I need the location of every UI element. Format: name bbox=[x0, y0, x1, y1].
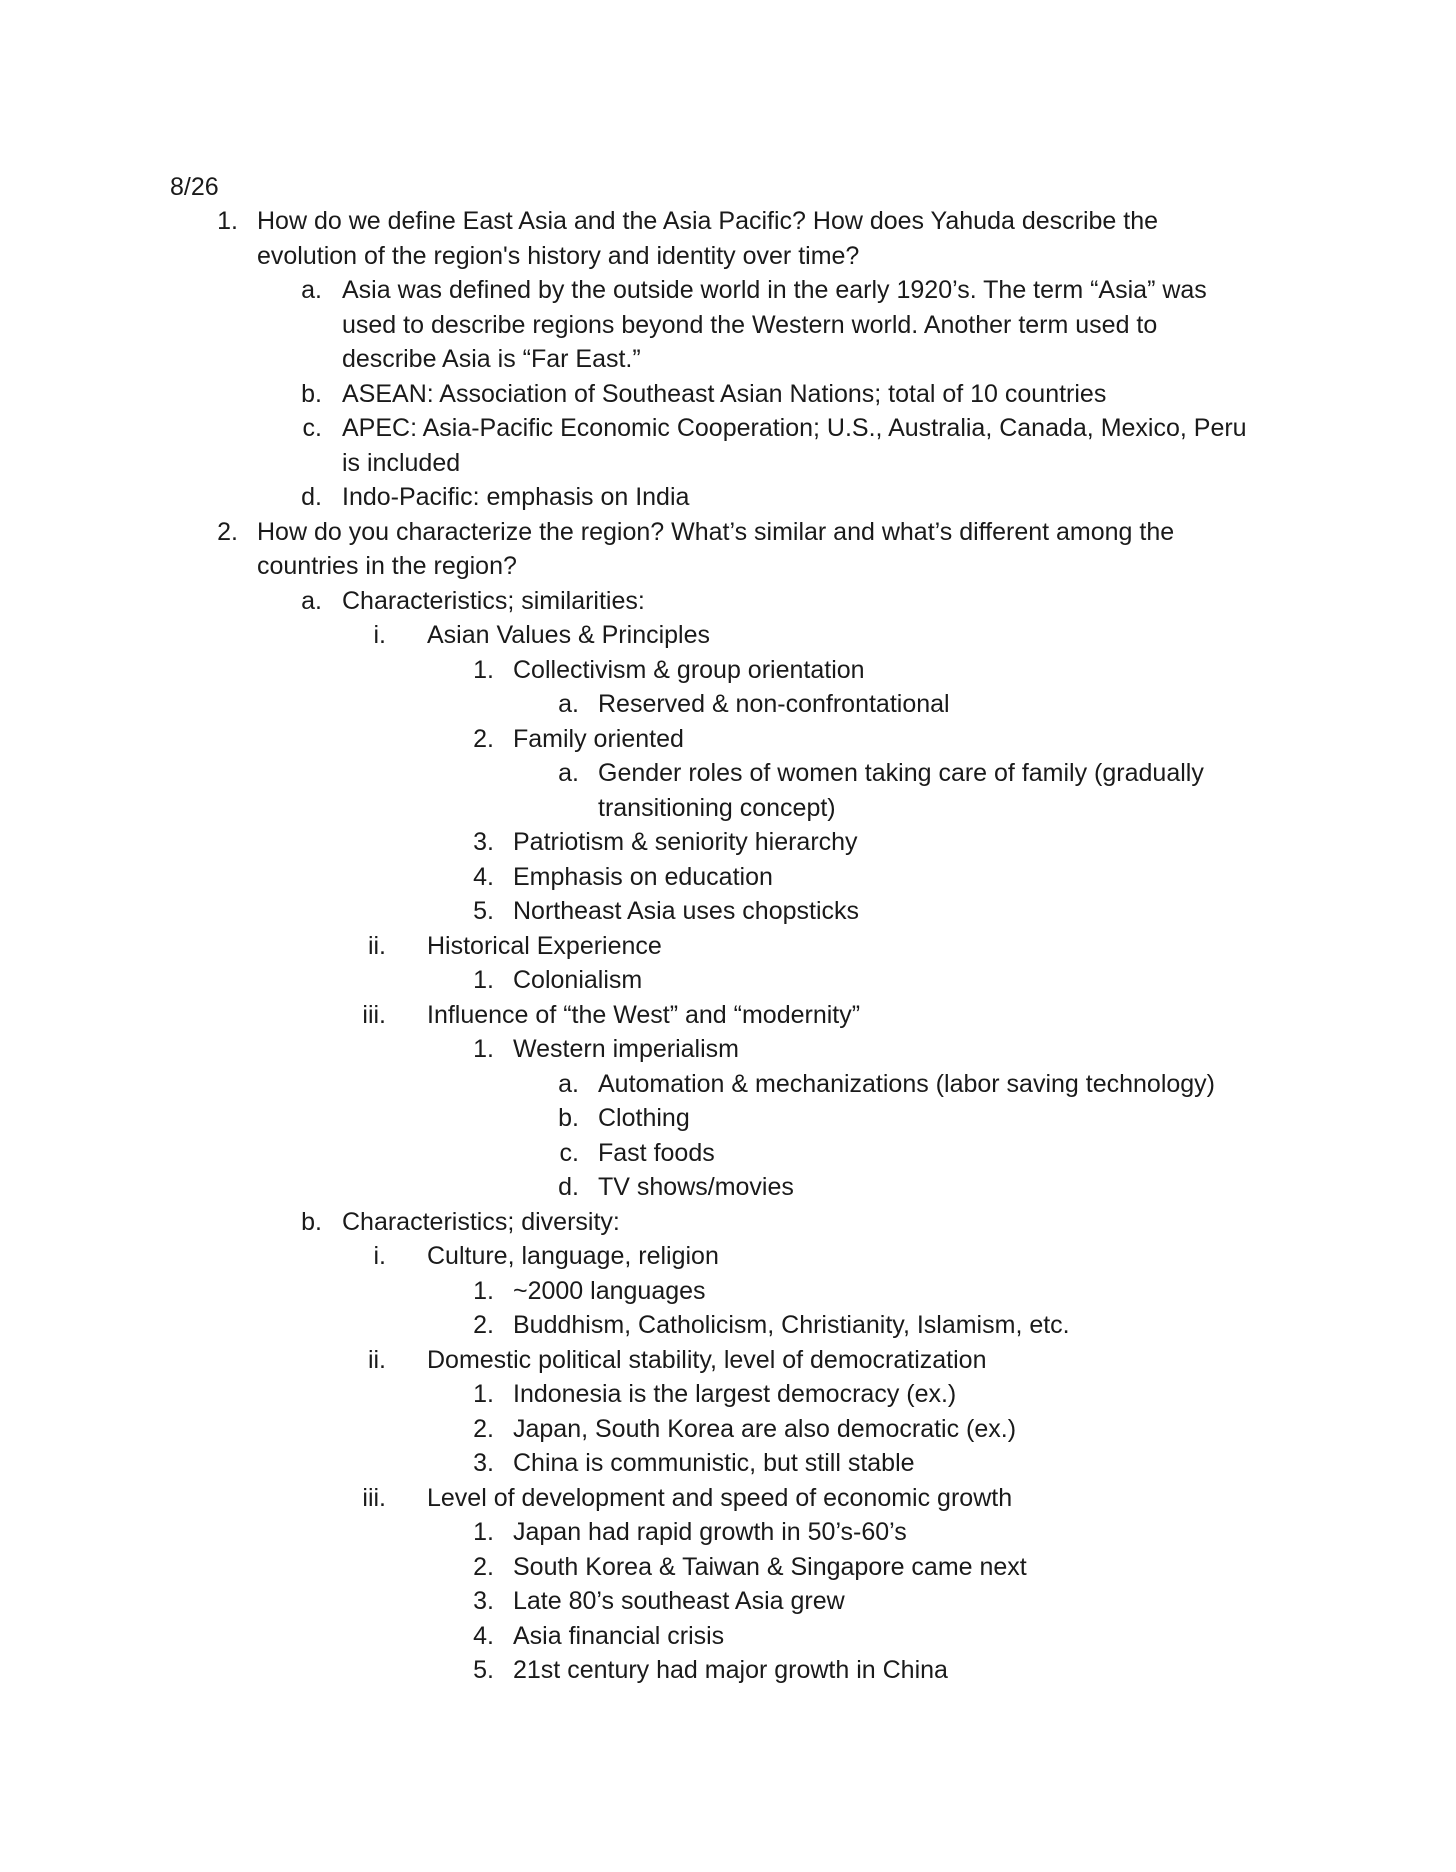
outline-text: Indonesia is the largest democracy (ex.) bbox=[513, 1380, 957, 1408]
outline-marker: d. bbox=[301, 483, 322, 511]
outline-text: Asian Values & Principles bbox=[427, 621, 711, 649]
outline-text: Culture, language, religion bbox=[427, 1242, 719, 1270]
outline-marker: b. bbox=[301, 379, 322, 408]
outline-marker: c. bbox=[559, 1138, 579, 1167]
outline-marker: iii. bbox=[362, 1000, 386, 1029]
outline-marker: 1. bbox=[473, 1276, 494, 1305]
outline-text: Domestic political stability, level of democratization bbox=[427, 1345, 987, 1374]
outline-marker: iii. bbox=[362, 1483, 386, 1512]
outline-item-level-2 bbox=[0, 273, 1456, 377]
outline-item-level-4 bbox=[0, 825, 1456, 860]
outline-item-level-4 bbox=[0, 1274, 1456, 1309]
outline-item-level-4 bbox=[0, 1619, 1456, 1654]
outline-item-level-2 bbox=[0, 480, 1456, 515]
outline-text: Northeast Asia uses chopsticks bbox=[513, 897, 859, 925]
outline-marker: 1. bbox=[473, 966, 494, 994]
date-heading: 8/26 bbox=[170, 173, 219, 201]
outline-marker: a. bbox=[558, 690, 579, 718]
outline-item-level-4 bbox=[0, 1377, 1456, 1412]
outline-item-level-4 bbox=[0, 1032, 1456, 1067]
outline-marker: 2. bbox=[217, 517, 238, 546]
outline-marker: 2. bbox=[473, 1414, 494, 1443]
outline-item-level-4 bbox=[0, 860, 1456, 895]
outline-item-level-2 bbox=[0, 584, 1456, 619]
outline-text: Gender roles of women taking care of family (gradually transitioning concept) bbox=[598, 759, 1204, 822]
outline-item-level-4 bbox=[0, 722, 1456, 757]
outline-item-level-2 bbox=[0, 377, 1456, 412]
outline-marker: ii. bbox=[367, 931, 386, 960]
outline-marker: i. bbox=[373, 621, 386, 649]
outline-text: ASEAN: Association of Southeast Asian Nations; total of 10 countries bbox=[342, 379, 1107, 408]
outline-item-level-2 bbox=[0, 411, 1456, 480]
outline-item-level-2 bbox=[0, 1205, 1456, 1240]
outline-text: 21st century had major growth in China bbox=[513, 1656, 948, 1684]
outline-item-level-1 bbox=[0, 515, 1456, 584]
outline-text: Colonialism bbox=[513, 966, 643, 994]
outline-marker: 2. bbox=[473, 724, 494, 753]
outline-marker: 2. bbox=[473, 1552, 494, 1581]
outline-text: Automation & mechanizations (labor saving technology) bbox=[598, 1069, 1216, 1098]
outline-item-level-4 bbox=[0, 1446, 1456, 1481]
outline-text: Family oriented bbox=[513, 724, 684, 753]
outline-marker: b. bbox=[558, 1104, 579, 1132]
outline-text: Late 80’s southeast Asia grew bbox=[513, 1587, 845, 1615]
outline-text: Fast foods bbox=[598, 1138, 715, 1167]
outline-marker: ii. bbox=[367, 1345, 386, 1374]
outline-marker: 1. bbox=[473, 655, 494, 684]
outline-text: Asia financial crisis bbox=[513, 1621, 725, 1650]
outline-marker: a. bbox=[558, 759, 579, 787]
outline-item-level-4 bbox=[0, 1515, 1456, 1550]
outline-item-level-3 bbox=[0, 998, 1456, 1033]
outline-item-level-4 bbox=[0, 963, 1456, 998]
outline-text: Collectivism & group orientation bbox=[513, 655, 865, 684]
outline-item-level-1 bbox=[0, 204, 1456, 273]
outline-item-level-5 bbox=[0, 1101, 1456, 1136]
outline-item-level-3 bbox=[0, 1481, 1456, 1516]
outline-text: Emphasis on education bbox=[513, 862, 773, 891]
outline-text: Patriotism & seniority hierarchy bbox=[513, 828, 858, 856]
outline-list bbox=[0, 204, 1456, 1688]
outline-marker: 4. bbox=[473, 862, 494, 891]
outline-item-level-5 bbox=[0, 1067, 1456, 1102]
outline-text: APEC: Asia-Pacific Economic Cooperation; U.S., Australia, Canada, Mexico, Peru is included bbox=[342, 414, 1247, 477]
outline-item-level-5 bbox=[0, 687, 1456, 722]
outline-marker: 3. bbox=[473, 1587, 494, 1615]
outline-item-level-5 bbox=[0, 756, 1456, 825]
outline-marker: 2. bbox=[473, 1311, 494, 1339]
outline-item-level-3 bbox=[0, 929, 1456, 964]
outline-text: Characteristics; similarities: bbox=[342, 586, 645, 615]
outline-text: Japan had rapid growth in 50’s-60’s bbox=[513, 1518, 907, 1546]
outline-text: TV shows/movies bbox=[598, 1173, 794, 1201]
outline-item-level-4 bbox=[0, 1584, 1456, 1619]
outline-item-level-3 bbox=[0, 1239, 1456, 1274]
outline-marker: d. bbox=[558, 1173, 579, 1201]
outline-text: Japan, South Korea are also democratic (ex.) bbox=[513, 1414, 1017, 1443]
outline-marker: 3. bbox=[473, 1449, 494, 1477]
outline-marker: 4. bbox=[473, 1621, 494, 1650]
outline-marker: 5. bbox=[473, 1656, 494, 1684]
outline-marker: a. bbox=[558, 1069, 579, 1098]
outline-text: Historical Experience bbox=[427, 931, 662, 960]
outline-marker: 1. bbox=[473, 1035, 494, 1063]
outline-item-level-4 bbox=[0, 1550, 1456, 1585]
outline-item-level-4 bbox=[0, 653, 1456, 688]
outline-marker: 1. bbox=[473, 1380, 494, 1408]
outline-item-level-5 bbox=[0, 1136, 1456, 1171]
outline-text: Reserved & non-confrontational bbox=[598, 690, 950, 718]
outline-item-level-3 bbox=[0, 618, 1456, 653]
outline-marker: 3. bbox=[473, 828, 494, 856]
outline-text: Buddhism, Catholicism, Christianity, Islamism, etc. bbox=[513, 1311, 1070, 1339]
outline-text: Indo-Pacific: emphasis on India bbox=[342, 483, 690, 511]
outline-text: Characteristics; diversity: bbox=[342, 1207, 620, 1236]
outline-text: Influence of “the West” and “modernity” bbox=[427, 1000, 861, 1029]
outline-marker: i. bbox=[373, 1242, 386, 1270]
outline-text: How do you characterize the region? What’s similar and what’s different among the countries in the region? bbox=[257, 517, 1175, 580]
outline-text: China is communistic, but still stable bbox=[513, 1449, 915, 1477]
outline-text: Western imperialism bbox=[513, 1035, 739, 1063]
outline-marker: 1. bbox=[473, 1518, 494, 1546]
outline-text: How do we define East Asia and the Asia Pacific? How does Yahuda describe the evolution of the region's history and identity over time? bbox=[257, 207, 1159, 270]
outline-marker: b. bbox=[301, 1207, 322, 1236]
outline-item-level-5 bbox=[0, 1170, 1456, 1205]
outline-item-level-4 bbox=[0, 894, 1456, 929]
outline-text: ~2000 languages bbox=[513, 1276, 706, 1305]
outline-item-level-4 bbox=[0, 1412, 1456, 1447]
outline-item-level-4 bbox=[0, 1653, 1456, 1688]
outline-item-level-4 bbox=[0, 1308, 1456, 1343]
outline-marker: 1. bbox=[217, 207, 238, 235]
outline-text: Level of development and speed of economic growth bbox=[427, 1483, 1013, 1512]
outline-marker: a. bbox=[301, 586, 322, 615]
outline-item-level-3 bbox=[0, 1343, 1456, 1378]
outline-marker: 5. bbox=[473, 897, 494, 925]
outline-marker: c. bbox=[302, 414, 322, 442]
outline-text: Asia was defined by the outside world in the early 1920’s. The term “Asia” was used to describe regions beyond the Western world. Another term used to describe Asia is “Far East.” bbox=[342, 276, 1207, 373]
outline-marker: a. bbox=[301, 276, 322, 304]
outline-text: South Korea & Taiwan & Singapore came next bbox=[513, 1552, 1027, 1581]
outline-text: Clothing bbox=[598, 1104, 690, 1132]
